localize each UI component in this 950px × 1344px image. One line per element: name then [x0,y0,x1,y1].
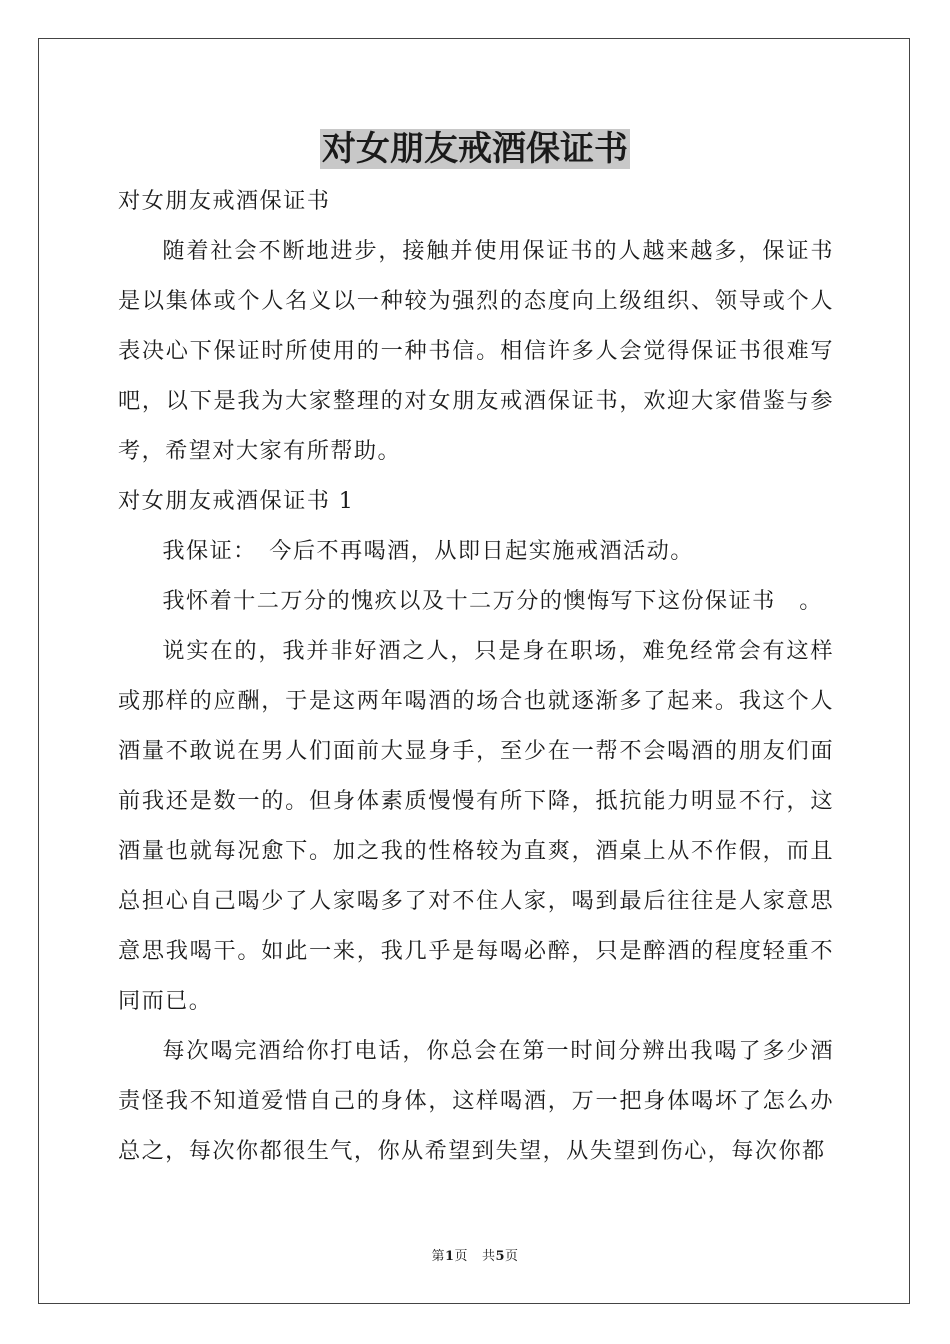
paragraph-subtitle: 对女朋友戒酒保证书 [118,188,331,214]
document-body [118,176,834,1176]
paragraph-pledge: 我保证： 今后不再喝酒，从即日起实施戒酒活动。 [162,538,694,564]
document-title [0,126,950,172]
page-number: 1 [444,1249,455,1264]
paragraph-explanation: 说实在的，我并非好酒之人，只是身在职场，难免经常会有这样或那样的应酬，于是这两年喝酒的场合也就逐渐多了起来。我这个人酒量不敢说在男人们面前大显身手，至少在一帮不会喝酒的朋友们面前我还是数一的。但身体素质慢慢有所下降，抵抗能力明显不行，这酒量也就每况愈下。加之我的性格较为直爽，酒桌上从不作假，而且总担心自己喝少了人家喝多了对不住人家，喝到最后往往是人家意思意思我喝干。如此一来，我几乎是每喝必醉，只是醉酒的程度轻重不同而已。 [118,638,834,1014]
paragraph-phone-calls: 每次喝完酒给你打电话，你总会在第一时间分辨出我喝了多少酒责怪我不知道爱惜自己的身体，这样喝酒，万一把身体喝坏了怎么办总之，每次你都很生气，你从希望到失望，从失望到伤心，每次你都 [118,1038,834,1164]
page-footer [0,1248,950,1266]
paragraph-intro: 随着社会不断地进步，接触并使用保证书的人越来越多，保证书是以集体或个人名义以一种较为强烈的态度向上级组织、领导或个人表决心下保证时所使用的一种书信。相信许多人会觉得保证书很难写吧，以下是我为大家整理的对女朋友戒酒保证书，欢迎大家借鉴与参考，希望对大家有所帮助。 [118,238,834,464]
total-suffix: 页 [505,1249,519,1264]
page-suffix: 页 [454,1249,469,1264]
paragraph-remorse: 我怀着十二万分的愧疚以及十二万分的懊悔写下这份保证书 。 [162,588,823,614]
paragraph-section-heading: 对女朋友戒酒保证书 1 [118,488,355,514]
total-prefix: 共 [481,1249,496,1264]
page-prefix: 第 [431,1249,445,1264]
total-pages: 5 [495,1249,506,1264]
document-title-text: 对女朋友戒酒保证书 [322,129,628,169]
